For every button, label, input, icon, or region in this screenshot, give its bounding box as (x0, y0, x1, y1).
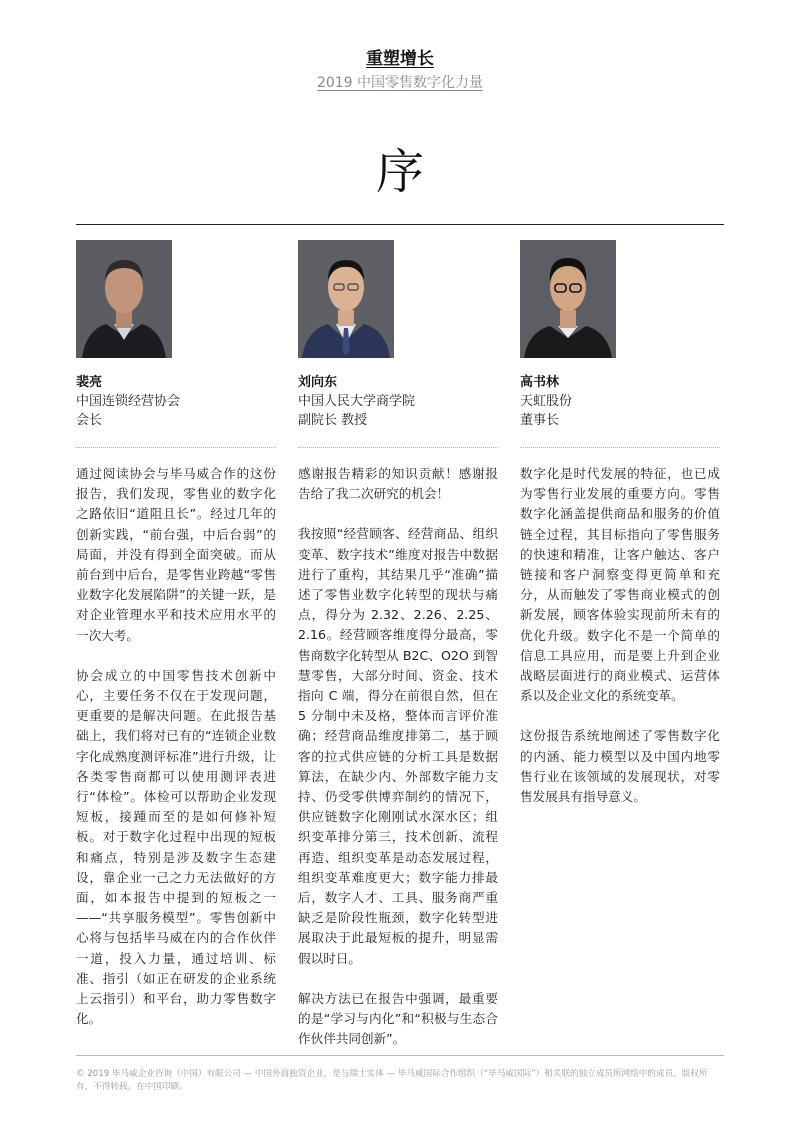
report-title[interactable]: 重塑增长 (366, 49, 434, 69)
portrait-photo (76, 240, 172, 358)
foreword-text (76, 464, 276, 1029)
section-title: 序 (375, 144, 424, 200)
copyright-footer: © 2019 毕马威企业咨询（中国）有限公司 — 中国外商独资企业，是与瑞士实体 — 毕马威国际合作组织（“毕马威国际”）相关联的独立成员所网络中的成员。版权所有，不得转载。在中国印刷。 (76, 1069, 708, 1092)
dotted-divider (520, 447, 720, 448)
report-subtitle[interactable]: 2019 中国零售数字化力量 (316, 75, 484, 91)
foreword-column-2 (298, 240, 498, 1069)
author-name: 刘向东 (298, 375, 338, 390)
author-role: 董事长 (520, 413, 560, 428)
foreword-column-3 (520, 240, 720, 827)
paragraph: 这份报告系统地阐述了零售数字化的内涵、能力模型以及中国内地零售行业在该领域的发展现状，对零售发展具有指导意义。 (520, 728, 720, 805)
dotted-divider (298, 447, 498, 448)
paragraph: 我按照“经营顾客、经营商品、组织变革、数字技术”维度对报告中数据进行了重构，其结果几乎“准确”描述了零售业数字化转型的现状与痛点，得分为 2.32、2.26、2.25、2.16。经营顾客维度得分最高，零售商数字化转型从 B2C、O2O 到智慧零售，大部分时间、资金、技术指向 C 端，得分在前很自然，但在 5 分制中未及格，整体而言评价准确；经营商品维度排第二，基于顾客的拉式供应链的分析工具是数据算法，在缺少内、外部数字能力支持、仍受零供博弈制约的情况下，供应链数字化刚刚试水深水区；组织变革排分第三，技术创新、流程再造、组织变革是动态发展过程，组织变革难度更大；数字能力排最后，数字人才、工具、服务商严重缺乏是阶段性瓶颈，数字化转型进展取决于此最短板的提升，明显需假以时日。 (298, 526, 498, 966)
paragraph: 协会成立的中国零售技术创新中心，主要任务不仅在于发现问题，更重要的是解决问题。在此报告基础上，我们将对已有的“连锁企业数字化成熟度测评标准”进行升级，让各类零售商都可以使用测评表进行“体检”。体检可以帮助企业发现短板，接踵而至的是如何修补短板。对于数字化过程中出现的短板和痛点，特别是涉及数字生态建设，靠企业一己之力无法做好的方面，如本报告中提到的短板之一——“共享服务模型”。零售创新中心将与包括毕马威在内的合作伙伴一道，投入力量，通过培训、标准、指引（如正在研发的企业系统上云指引）和平台，助力零售数字化。 (76, 667, 276, 1027)
section-divider (76, 224, 724, 225)
paragraph: 数字化是时代发展的特征，也已成为零售行业发展的重要方向。零售数字化涵盖提供商品和服务的价值链全过程，其目标指向了零售服务的快速和精准，让客户触达、客户链接和客户洞察变得更简单和充分，从而触发了零售商业模式的创新发展，顾客体验实现前所未有的优化升级。数字化不是一个简单的信息工具应用，而是要上升到企业战略层面进行的商业模式、运营体系以及企业文化的系统变革。 (520, 466, 720, 704)
footer-divider (76, 1055, 724, 1056)
foreword-text (520, 464, 720, 807)
paragraph: 通过阅读协会与毕马威合作的这份报告，我们发现，零售业的数字化之路依旧“道阻且长”。经过几年的创新实践，“前台强，中后台弱”的局面，并没有得到全面突破。而从前台到中后台，是零售业跨越“零售业数字化发展陷阱”的关键一跃，是对企业管理水平和技术应用水平的一次大考。 (76, 466, 276, 643)
paragraph: 解决方法已在报告中强调，最重要的是“学习与内化”和“积极与生态合作伙伴共同创新”。 (298, 990, 498, 1047)
report-header (0, 48, 800, 93)
author-organization: 中国人民大学商学院 (298, 394, 416, 409)
author-organization: 天虹股份 (520, 394, 573, 409)
dotted-divider (76, 447, 276, 448)
foreword-text (298, 464, 498, 1049)
portrait-photo (520, 240, 616, 358)
paragraph: 感谢报告精彩的知识贡献！感谢报告给了我二次研究的机会！ (298, 466, 498, 502)
portrait-photo (298, 240, 394, 358)
author-role: 副院长 教授 (298, 413, 368, 428)
foreword-column-1 (76, 240, 276, 1049)
author-name: 裴亮 (76, 375, 103, 390)
author-name: 高书林 (520, 375, 560, 390)
author-organization: 中国连锁经营协会 (76, 394, 181, 409)
author-role: 会长 (76, 413, 103, 428)
